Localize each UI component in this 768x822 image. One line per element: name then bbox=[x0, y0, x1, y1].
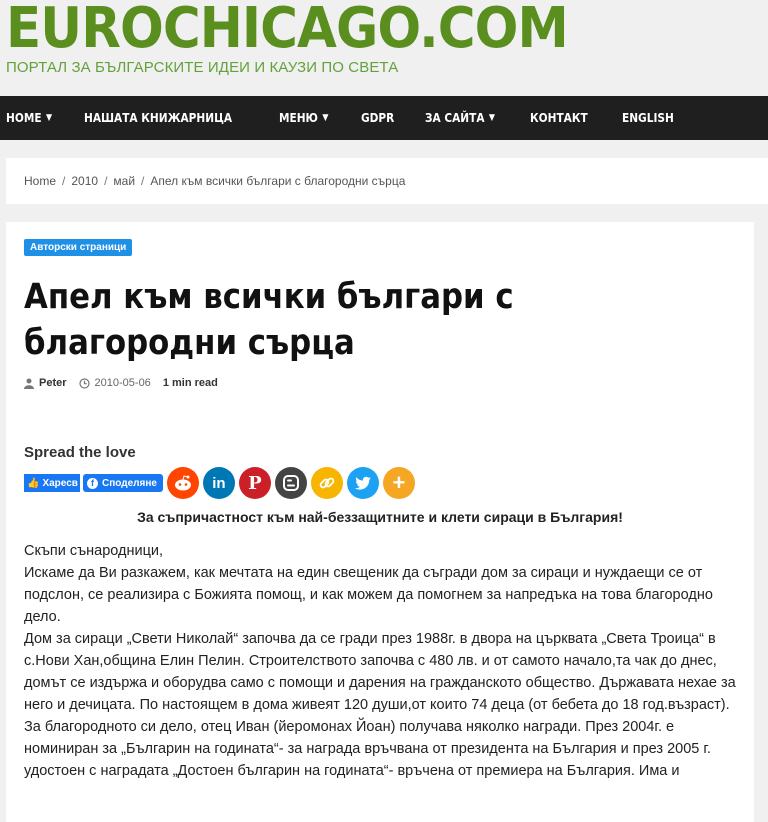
linkedin-share-button[interactable] bbox=[203, 467, 235, 499]
facebook-share-label: Споделяне bbox=[102, 477, 157, 489]
facebook-like-button[interactable] bbox=[24, 474, 80, 492]
nav-item-label: GDPR bbox=[360, 111, 395, 125]
post-meta bbox=[24, 377, 218, 389]
nav-item-gdpr[interactable] bbox=[361, 111, 394, 125]
post-author[interactable]: Peter bbox=[39, 377, 67, 389]
facebook-share-button[interactable] bbox=[83, 474, 163, 492]
blogger-icon bbox=[282, 474, 300, 492]
breadcrumb-separator: / bbox=[62, 174, 66, 188]
blogger-share-button[interactable] bbox=[275, 467, 307, 499]
pinterest-icon: P bbox=[248, 472, 262, 494]
share-buttons bbox=[24, 467, 415, 499]
site-header bbox=[0, 0, 768, 96]
reddit-icon bbox=[173, 475, 193, 491]
breadcrumb-current: Апел към всички българи с благородни сърца bbox=[150, 174, 406, 188]
paragraph: Дом за сираци „Свети Николай“ започва да се гради през 1988г. в двора на църквата „Света Троица“ в с.Нови Хан,община Елин Пелин. Строителството започва с 480 лв. и от самото начало,та чак до днес, домът се издържа и оборудва само с помощи и дарения на гражданското общество. Държавата нехае за него и дечицата. По настоящем в дома живеят 120 души,от които 74 деца (от бебета до 18 год.възраст). bbox=[24, 631, 736, 713]
plus-icon: + bbox=[392, 470, 406, 495]
nav-item-label: НАШАТА КНИЖАРНИЦА bbox=[84, 111, 233, 125]
copy-link-button[interactable] bbox=[311, 467, 343, 499]
nav-item-label: HOME bbox=[6, 111, 42, 125]
breadcrumb-separator: / bbox=[141, 174, 145, 188]
article-card bbox=[6, 222, 754, 822]
nav-item-label: КОНТАКТ bbox=[530, 111, 588, 125]
linkedin-icon: in bbox=[212, 474, 226, 492]
link-icon bbox=[318, 474, 336, 492]
twitter-share-button[interactable] bbox=[347, 467, 379, 499]
nav-item-about[interactable] bbox=[425, 111, 495, 125]
main-navbar bbox=[0, 96, 768, 140]
paragraph: Скъпи сънародници, bbox=[24, 543, 164, 559]
nav-item-contact[interactable] bbox=[530, 111, 588, 125]
post-date: 2010-05-06 bbox=[94, 377, 151, 389]
user-icon bbox=[24, 378, 34, 389]
nav-item-label: ENGLISH bbox=[621, 111, 674, 125]
nav-item-english[interactable] bbox=[622, 111, 674, 125]
breadcrumb-month[interactable]: май bbox=[113, 174, 136, 188]
category-badge[interactable]: Авторски страници bbox=[24, 239, 132, 256]
nav-item-label: ЗА САЙТА bbox=[424, 111, 485, 125]
article-lead: За съпричастност към най-беззащитните и клети сираци в България! bbox=[137, 509, 623, 525]
breadcrumb-year[interactable]: 2010 bbox=[71, 174, 99, 188]
chevron-down-icon: ▼ bbox=[45, 113, 53, 123]
nav-item-home[interactable] bbox=[6, 111, 52, 125]
post-title: Апел към всички българи с благородни сърца bbox=[24, 277, 514, 363]
site-tagline: ПОРТАЛ ЗА БЪЛГАРСКИТЕ ИДЕИ И КАУЗИ ПО СВЕТА bbox=[6, 59, 399, 76]
share-heading: Spread the love bbox=[24, 444, 136, 461]
breadcrumb bbox=[6, 158, 768, 204]
site-title[interactable]: EUROCHICAGO.COM bbox=[6, 0, 568, 61]
chevron-down-icon: ▼ bbox=[488, 113, 495, 123]
paragraph: Искаме да Ви разкажем, как мечтата на един свещеник да съгради дом за сираци и нуждаещи се от подслон, се реализира с Божията помощ, и как можем да помогнем за напредъка на това благородно дело. bbox=[24, 565, 713, 625]
nav-item-menu[interactable] bbox=[279, 111, 328, 125]
chevron-down-icon: ▼ bbox=[321, 113, 329, 123]
facebook-like-label: Харесв bbox=[42, 477, 78, 489]
facebook-icon: f bbox=[87, 478, 98, 489]
twitter-icon bbox=[354, 476, 372, 491]
article-body bbox=[24, 540, 742, 782]
reddit-share-button[interactable] bbox=[167, 467, 199, 499]
nav-item-bookstore[interactable] bbox=[84, 111, 232, 125]
pinterest-share-button[interactable] bbox=[239, 467, 271, 499]
thumbs-up-icon: 👍 bbox=[27, 477, 40, 489]
paragraph: За благородното си дело, отец Иван (йеромонах Йоан) получава няколко награди. През 2004г. е номиниран за „Българин на годината“- за награда връчвана от президента на България и през 2005 г. удостоен с наградата „Достоен българин на годината“- връчена от премиера на България. Има и bbox=[24, 719, 711, 779]
breadcrumb-home[interactable]: Home bbox=[24, 174, 57, 188]
clock-icon bbox=[79, 378, 90, 389]
breadcrumb-separator: / bbox=[104, 174, 108, 188]
read-time: 1 min read bbox=[162, 377, 218, 389]
more-share-button[interactable] bbox=[383, 467, 415, 499]
nav-item-label: МЕНЮ bbox=[278, 111, 318, 125]
